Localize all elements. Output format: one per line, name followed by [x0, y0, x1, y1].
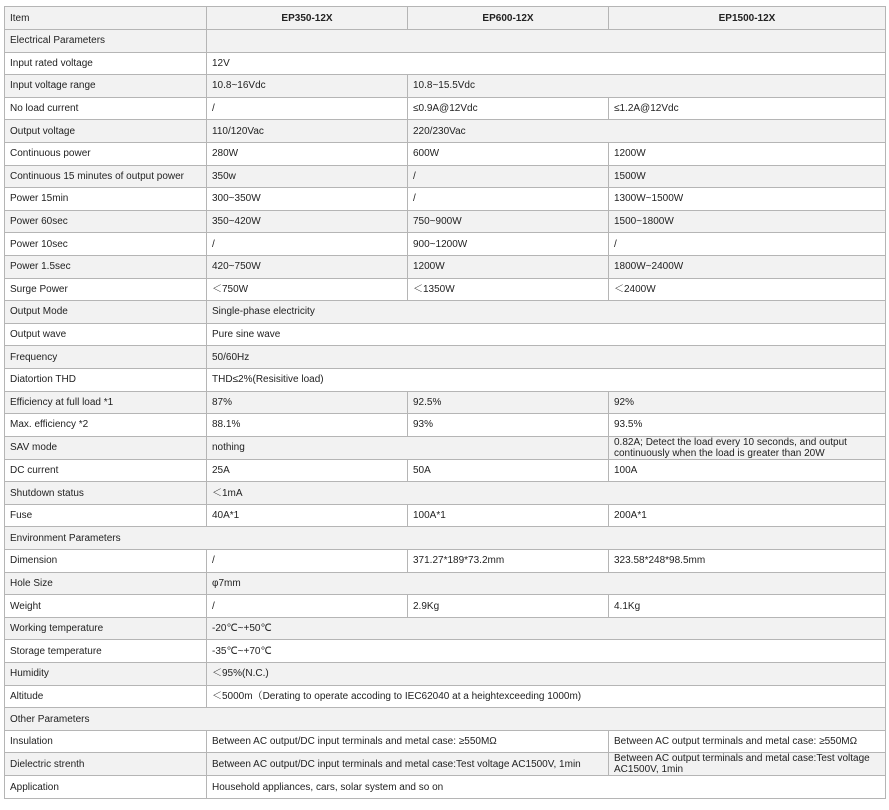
- row-label: DC current: [5, 459, 207, 482]
- row-label: Dimension: [5, 550, 207, 573]
- cell-value: /: [609, 233, 886, 256]
- cell-value: Pure sine wave: [207, 323, 886, 346]
- cell-value: 40A*1: [207, 504, 408, 527]
- cell-value: 1300W~1500W: [609, 188, 886, 211]
- table-row: [5, 346, 886, 369]
- row-label: Continuous 15 minutes of output power: [5, 165, 207, 188]
- section-title: Other Parameters: [5, 708, 886, 731]
- row-label: Efficiency at full load *1: [5, 391, 207, 414]
- cell-value: 371.27*189*73.2mm: [408, 550, 609, 573]
- header-row: [5, 7, 886, 30]
- cell-value: 750~900W: [408, 210, 609, 233]
- table-row: [5, 75, 886, 98]
- cell-value: 93.5%: [609, 414, 886, 437]
- row-label: Output voltage: [5, 120, 207, 143]
- cell-value: /: [207, 97, 408, 120]
- cell-value: 200A*1: [609, 504, 886, 527]
- row-label: Power 1.5sec: [5, 255, 207, 278]
- cell-value: Between AC output/DC input terminals and metal case:Test voltage AC1500V, 1min: [207, 753, 609, 776]
- cell-value: Between AC output terminals and metal case: ≥550MΩ: [609, 730, 886, 753]
- table-row: [5, 504, 886, 527]
- cell-value: 600W: [408, 142, 609, 165]
- cell-value: 10.8~16Vdc: [207, 75, 408, 98]
- table-row: [5, 482, 886, 505]
- cell-value: ＜2400W: [609, 278, 886, 301]
- table-row: [5, 210, 886, 233]
- row-label: Altitude: [5, 685, 207, 708]
- cell-value: Between AC output terminals and metal case:Test voltage AC1500V, 1min: [609, 753, 886, 776]
- cell-value: 323.58*248*98.5mm: [609, 550, 886, 573]
- cell-value: 100A*1: [408, 504, 609, 527]
- row-label: Shutdown status: [5, 482, 207, 505]
- cell-value: 1200W: [408, 255, 609, 278]
- table-row: [5, 776, 886, 799]
- table-row: [5, 188, 886, 211]
- table-row: [5, 436, 886, 459]
- cell-value: 92.5%: [408, 391, 609, 414]
- row-label: Application: [5, 776, 207, 799]
- cell-value: 1500~1800W: [609, 210, 886, 233]
- section-title: Environment Parameters: [5, 527, 886, 550]
- table-row: [5, 278, 886, 301]
- row-label: Weight: [5, 595, 207, 618]
- cell-value: 350w: [207, 165, 408, 188]
- cell-value: -35℃~+70℃: [207, 640, 886, 663]
- cell-value: 900~1200W: [408, 233, 609, 256]
- table-row: [5, 368, 886, 391]
- table-row: [5, 730, 886, 753]
- table-row: [5, 165, 886, 188]
- cell-value: ＜95%(N.C.): [207, 663, 886, 686]
- cell-value: 25A: [207, 459, 408, 482]
- cell-value: 1500W: [609, 165, 886, 188]
- row-label: Output wave: [5, 323, 207, 346]
- cell-value: ≤1.2A@12Vdc: [609, 97, 886, 120]
- table-row: [5, 255, 886, 278]
- row-label: Frequency: [5, 346, 207, 369]
- cell-value: /: [207, 595, 408, 618]
- cell-value: ＜750W: [207, 278, 408, 301]
- row-label: Hole Size: [5, 572, 207, 595]
- table-row: [5, 391, 886, 414]
- cell-value: 87%: [207, 391, 408, 414]
- cell-value: 350~420W: [207, 210, 408, 233]
- row-label: Power 10sec: [5, 233, 207, 256]
- table-row: [5, 142, 886, 165]
- cell-value: 420~750W: [207, 255, 408, 278]
- cell-value: 4.1Kg: [609, 595, 886, 618]
- section-title: Electrical Parameters: [5, 30, 207, 53]
- table-row: [5, 323, 886, 346]
- row-label: Storage temperature: [5, 640, 207, 663]
- cell-value: 12V: [207, 52, 886, 75]
- table-row: [5, 572, 886, 595]
- table-row: [5, 459, 886, 482]
- cell-value: 50A: [408, 459, 609, 482]
- table-row: [5, 617, 886, 640]
- row-label: Working temperature: [5, 617, 207, 640]
- table-row: [5, 52, 886, 75]
- cell-value: 110/120Vac: [207, 120, 408, 143]
- table-row: [5, 120, 886, 143]
- table-row: [5, 233, 886, 256]
- cell-value: /: [408, 165, 609, 188]
- cell-value: 2.9Kg: [408, 595, 609, 618]
- table-row: [5, 414, 886, 437]
- cell-value: /: [207, 550, 408, 573]
- cell-value: 280W: [207, 142, 408, 165]
- row-label: SAV mode: [5, 436, 207, 459]
- table-row: [5, 97, 886, 120]
- table-row: [5, 595, 886, 618]
- row-label: Surge Power: [5, 278, 207, 301]
- section-row-environment: [5, 527, 886, 550]
- row-label: Power 15min: [5, 188, 207, 211]
- table-row: [5, 640, 886, 663]
- cell-value: ＜1350W: [408, 278, 609, 301]
- item-header: Item: [5, 7, 207, 30]
- cell-value: 1200W: [609, 142, 886, 165]
- cell-value: 92%: [609, 391, 886, 414]
- cell-value: /: [408, 188, 609, 211]
- cell-value: 100A: [609, 459, 886, 482]
- cell-value: nothing: [207, 436, 609, 459]
- cell-value: ≤0.9A@12Vdc: [408, 97, 609, 120]
- table-row: [5, 301, 886, 324]
- model-header-ep600: EP600-12X: [408, 7, 609, 30]
- model-header-ep1500: EP1500-12X: [609, 7, 886, 30]
- cell-value: φ7mm: [207, 572, 886, 595]
- row-label: Max. efficiency *2: [5, 414, 207, 437]
- cell-value: /: [207, 233, 408, 256]
- row-label: Diatortion THD: [5, 368, 207, 391]
- spec-table: [4, 6, 886, 799]
- cell-value: Single-phase electricity: [207, 301, 886, 324]
- cell-value: ＜1mA: [207, 482, 886, 505]
- section-fill: [207, 30, 886, 53]
- table-row: [5, 663, 886, 686]
- cell-value: -20℃~+50℃: [207, 617, 886, 640]
- section-row-electrical: [5, 30, 886, 53]
- table-row: [5, 685, 886, 708]
- cell-value: ＜5000m（Derating to operate accoding to IEC62040 at a heightexceeding 1000m): [207, 685, 886, 708]
- cell-value: 50/60Hz: [207, 346, 886, 369]
- row-label: Dielectric strenth: [5, 753, 207, 776]
- row-label: Insulation: [5, 730, 207, 753]
- section-row-other: [5, 708, 886, 731]
- row-label: Power 60sec: [5, 210, 207, 233]
- cell-value: 300~350W: [207, 188, 408, 211]
- row-label: Humidity: [5, 663, 207, 686]
- cell-value: 220/230Vac: [408, 120, 886, 143]
- cell-value: Household appliances, cars, solar system and so on: [207, 776, 886, 799]
- row-label: Fuse: [5, 504, 207, 527]
- cell-value: 0.82A; Detect the load every 10 seconds, and output continuously when the load is greater than 20W: [609, 436, 886, 459]
- row-label: Input rated voltage: [5, 52, 207, 75]
- cell-value: THD≤2%(Resisitive load): [207, 368, 886, 391]
- cell-value: 88.1%: [207, 414, 408, 437]
- table-row: [5, 550, 886, 573]
- row-label: Output Mode: [5, 301, 207, 324]
- model-header-ep350: EP350-12X: [207, 7, 408, 30]
- cell-value: Between AC output/DC input terminals and metal case: ≥550MΩ: [207, 730, 609, 753]
- cell-value: 10.8~15.5Vdc: [408, 75, 886, 98]
- cell-value: 93%: [408, 414, 609, 437]
- cell-value: 1800W~2400W: [609, 255, 886, 278]
- table-row: [5, 753, 886, 776]
- row-label: Input voltage range: [5, 75, 207, 98]
- row-label: Continuous power: [5, 142, 207, 165]
- row-label: No load current: [5, 97, 207, 120]
